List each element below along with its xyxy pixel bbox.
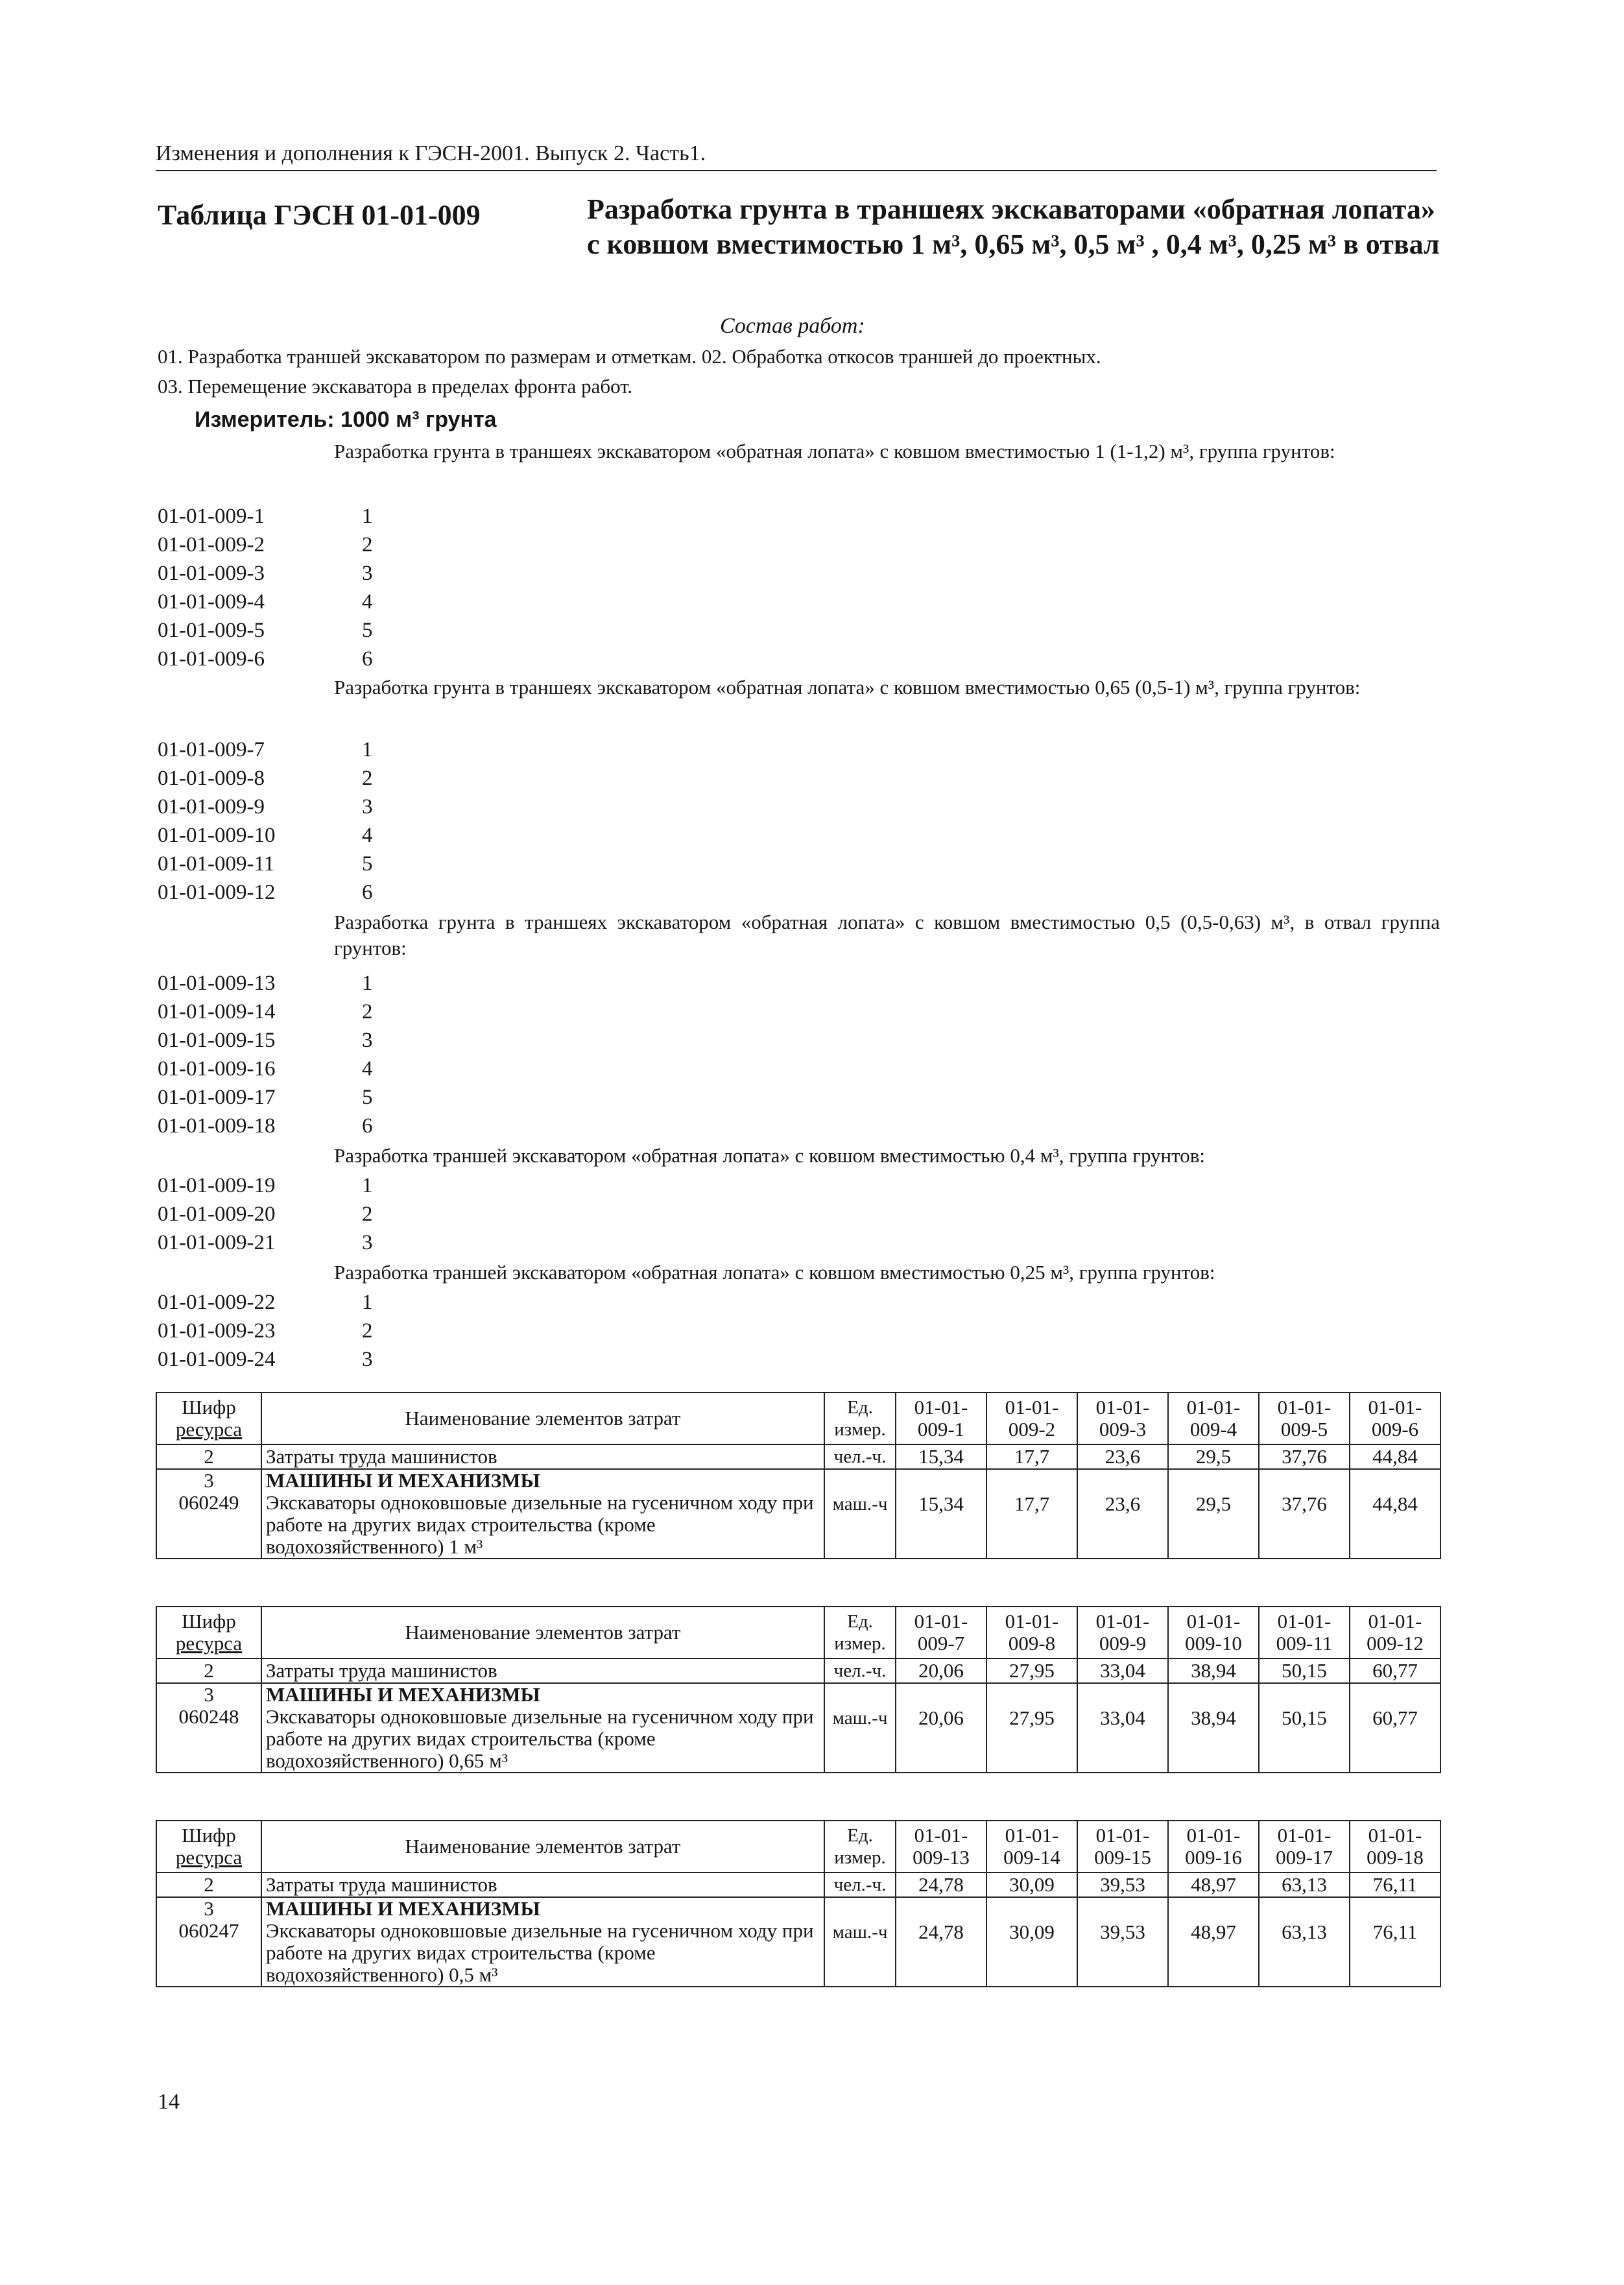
code-row <box>158 998 373 1026</box>
table-row: 2 Затраты труда машинистов чел.-ч. 24,78 30,09 39,53 48,97 63,13 76,11 <box>156 1872 1440 1897</box>
header-col: 01-01- 009-11 <box>1259 1607 1350 1658</box>
soil-group: 2 <box>362 1319 373 1343</box>
soil-group: 6 <box>362 881 373 904</box>
soil-group: 3 <box>362 1029 373 1052</box>
code-row <box>158 736 373 764</box>
header-col: 01-01- 009-9 <box>1077 1607 1168 1658</box>
norm-code: 01-01-009-18 <box>158 1114 276 1138</box>
group-description: Разработка грунта в траншеях экскаватором «обратная лопата» с ковшом вместимостью 0,65 (0,5-1) м³, группа грунтов: <box>334 676 1361 699</box>
soil-group: 2 <box>362 533 373 556</box>
code-row <box>158 1083 373 1112</box>
code-row <box>158 793 373 821</box>
norm-code: 01-01-009-6 <box>158 647 265 671</box>
table-code: Таблица ГЭСН 01-01-009 <box>158 199 481 231</box>
norm-code: 01-01-009-17 <box>158 1086 276 1109</box>
composition-heading: Состав работ: <box>720 314 865 338</box>
code-row <box>158 645 373 673</box>
soil-group: 1 <box>362 1174 373 1197</box>
soil-group: 3 <box>362 795 373 819</box>
norm-code: 01-01-009-21 <box>158 1231 276 1254</box>
norm-code: 01-01-009-16 <box>158 1057 276 1081</box>
table-row: 3 060249 МАШИНЫ И МЕХАНИЗМЫ Экскаваторы одноковшовые дизельные на гусеничном ходу при работе на других видах строительства (кроме водохозяйственного) 1 м³ маш.-ч 15,34 17,7 23,6 29,5 37,76 44,84 <box>156 1469 1440 1559</box>
code-row <box>158 1228 373 1257</box>
soil-group: 4 <box>362 824 373 847</box>
table-header-row <box>156 1821 1440 1872</box>
group-description: Разработка траншей экскаватором «обратная лопата» с ковшом вместимостью 0,25 м³, группа грунтов: <box>334 1261 1215 1284</box>
soil-group: 2 <box>362 1202 373 1226</box>
code-row <box>158 1288 373 1317</box>
code-row <box>158 850 373 878</box>
running-header: Изменения и дополнения к ГЭСН-2001. Выпуск 2. Часть1. <box>156 141 706 165</box>
soil-group: 2 <box>362 1000 373 1023</box>
soil-group: 3 <box>362 1348 373 1371</box>
norm-code: 01-01-009-12 <box>158 881 276 904</box>
code-row <box>158 559 373 588</box>
norm-code: 01-01-009-24 <box>158 1348 276 1371</box>
header-unit: Ед. измер. <box>824 1393 896 1444</box>
table-row: 2 Затраты труда машинистов чел.-ч. 20,06 27,95 33,04 38,94 50,15 60,77 <box>156 1658 1440 1683</box>
code-row <box>158 1200 373 1228</box>
header-col: 01-01- 009-16 <box>1168 1821 1259 1872</box>
header-col: 01-01- 009-17 <box>1259 1821 1350 1872</box>
meter: Измеритель: 1000 м³ грунта <box>195 407 497 432</box>
header-rule <box>156 170 1437 171</box>
code-row <box>158 588 373 616</box>
norm-code: 01-01-009-23 <box>158 1319 276 1343</box>
header-col: 01-01- 009-14 <box>986 1821 1077 1872</box>
soil-group: 5 <box>362 1086 373 1109</box>
header-col: 01-01- 009-3 <box>1077 1393 1168 1444</box>
resource-table <box>156 1820 1441 1987</box>
code-row <box>158 878 373 907</box>
norm-code: 01-01-009-11 <box>158 852 275 876</box>
composition-line-2: 03. Перемещение экскаватора в пределах фронта работ. <box>158 375 633 398</box>
norm-code: 01-01-009-5 <box>158 619 265 642</box>
code-row <box>158 1171 373 1200</box>
norm-code: 01-01-009-20 <box>158 1202 276 1226</box>
norm-code: 01-01-009-7 <box>158 738 265 761</box>
norm-code: 01-01-009-4 <box>158 590 265 614</box>
header-name: Наименование элементов затрат <box>261 1607 824 1658</box>
header-name: Наименование элементов затрат <box>261 1821 824 1872</box>
norm-code: 01-01-009-10 <box>158 824 276 847</box>
code-row <box>158 969 373 998</box>
code-row <box>158 1317 373 1345</box>
soil-group: 5 <box>362 619 373 642</box>
soil-group: 1 <box>362 972 373 995</box>
code-row <box>158 1112 373 1140</box>
norm-code: 01-01-009-22 <box>158 1291 276 1314</box>
norm-code: 01-01-009-1 <box>158 505 265 528</box>
code-row <box>158 764 373 793</box>
header-col: 01-01- 009-18 <box>1350 1821 1440 1872</box>
header-col: 01-01- 009-2 <box>986 1393 1077 1444</box>
group-description: Разработка грунта в траншеях экскаватором «обратная лопата» с ковшом вместимостью 1 (1-1,2) м³, группа грунтов: <box>334 440 1335 462</box>
table-title: Разработка грунта в траншеях экскаваторами «обратная лопата» с ковшом вместимостью 1 м³, 0,65 м³, 0,5 м³ , 0,4 м³, 0,25 м³ в отвал <box>587 193 1440 260</box>
code-row <box>158 531 373 559</box>
soil-group: 1 <box>362 738 373 761</box>
code-row <box>158 1055 373 1083</box>
soil-group: 4 <box>362 590 373 614</box>
soil-group: 6 <box>362 1114 373 1138</box>
soil-group: 4 <box>362 1057 373 1081</box>
resource-table <box>156 1606 1441 1773</box>
table-header-row <box>156 1393 1440 1444</box>
table-row: 3 060247 МАШИНЫ И МЕХАНИЗМЫ Экскаваторы одноковшовые дизельные на гусеничном ходу при работе на других видах строительства (кроме водохозяйственного) 0,5 м³ маш.-ч 24,78 30,09 39,53 48,97 63,13 76,11 <box>156 1897 1440 1987</box>
header-name: Наименование элементов затрат <box>261 1393 824 1444</box>
norm-code: 01-01-009-9 <box>158 795 265 819</box>
soil-group: 2 <box>362 767 373 790</box>
norm-code: 01-01-009-8 <box>158 767 265 790</box>
code-row <box>158 502 373 531</box>
norm-code: 01-01-009-2 <box>158 533 265 556</box>
page-number: 14 <box>158 2090 180 2114</box>
norm-code: 01-01-009-3 <box>158 562 265 585</box>
soil-group: 5 <box>362 852 373 876</box>
code-row <box>158 821 373 850</box>
table-row: 3 060248 МАШИНЫ И МЕХАНИЗМЫ Экскаваторы одноковшовые дизельные на гусеничном ходу при работе на других видах строительства (кроме водохозяйственного) 0,65 м³ маш.-ч 20,06 27,95 33,04 38,94 50,15 60,77 <box>156 1683 1440 1773</box>
group-description: Разработка грунта в траншеях экскаватором «обратная лопата» с ковшом вместимостью 0,5 (0,5-0,63) м³, в отвал группа грунтов: <box>334 911 1440 959</box>
table-header-row <box>156 1607 1440 1658</box>
header-col: 01-01- 009-4 <box>1168 1393 1259 1444</box>
soil-group: 6 <box>362 647 373 671</box>
code-row <box>158 616 373 645</box>
norm-code: 01-01-009-13 <box>158 972 276 995</box>
header-col: 01-01- 009-5 <box>1259 1393 1350 1444</box>
soil-group: 3 <box>362 1231 373 1254</box>
code-row <box>158 1026 373 1055</box>
table-row: 2 Затраты труда машинистов чел.-ч. 15,34 17,7 23,6 29,5 37,76 44,84 <box>156 1444 1440 1469</box>
group-description: Разработка траншей экскаватором «обратная лопата» с ковшом вместимостью 0,4 м³, группа грунтов: <box>334 1144 1206 1167</box>
soil-group: 1 <box>362 505 373 528</box>
header-unit: Ед. измер. <box>824 1607 896 1658</box>
header-col: 01-01- 009-7 <box>896 1607 986 1658</box>
header-code: Шифр ресурса <box>156 1821 261 1872</box>
header-col: 01-01- 009-6 <box>1350 1393 1440 1444</box>
soil-group: 3 <box>362 562 373 585</box>
header-col: 01-01- 009-15 <box>1077 1821 1168 1872</box>
header-col: 01-01- 009-8 <box>986 1607 1077 1658</box>
resource-table <box>156 1392 1441 1559</box>
norm-code: 01-01-009-14 <box>158 1000 276 1023</box>
header-code: Шифр ресурса <box>156 1393 261 1444</box>
header-col: 01-01- 009-1 <box>896 1393 986 1444</box>
header-unit: Ед. измер. <box>824 1821 896 1872</box>
code-row <box>158 1345 373 1374</box>
norm-code: 01-01-009-15 <box>158 1029 276 1052</box>
header-col: 01-01- 009-10 <box>1168 1607 1259 1658</box>
composition-line-1: 01. Разработка траншей экскаватором по размерам и отметкам. 02. Обработка откосов траншей до проектных. <box>158 345 1101 368</box>
header-col: 01-01- 009-12 <box>1350 1607 1440 1658</box>
header-col: 01-01- 009-13 <box>896 1821 986 1872</box>
norm-code: 01-01-009-19 <box>158 1174 276 1197</box>
soil-group: 1 <box>362 1291 373 1314</box>
header-code: Шифр ресурса <box>156 1607 261 1658</box>
